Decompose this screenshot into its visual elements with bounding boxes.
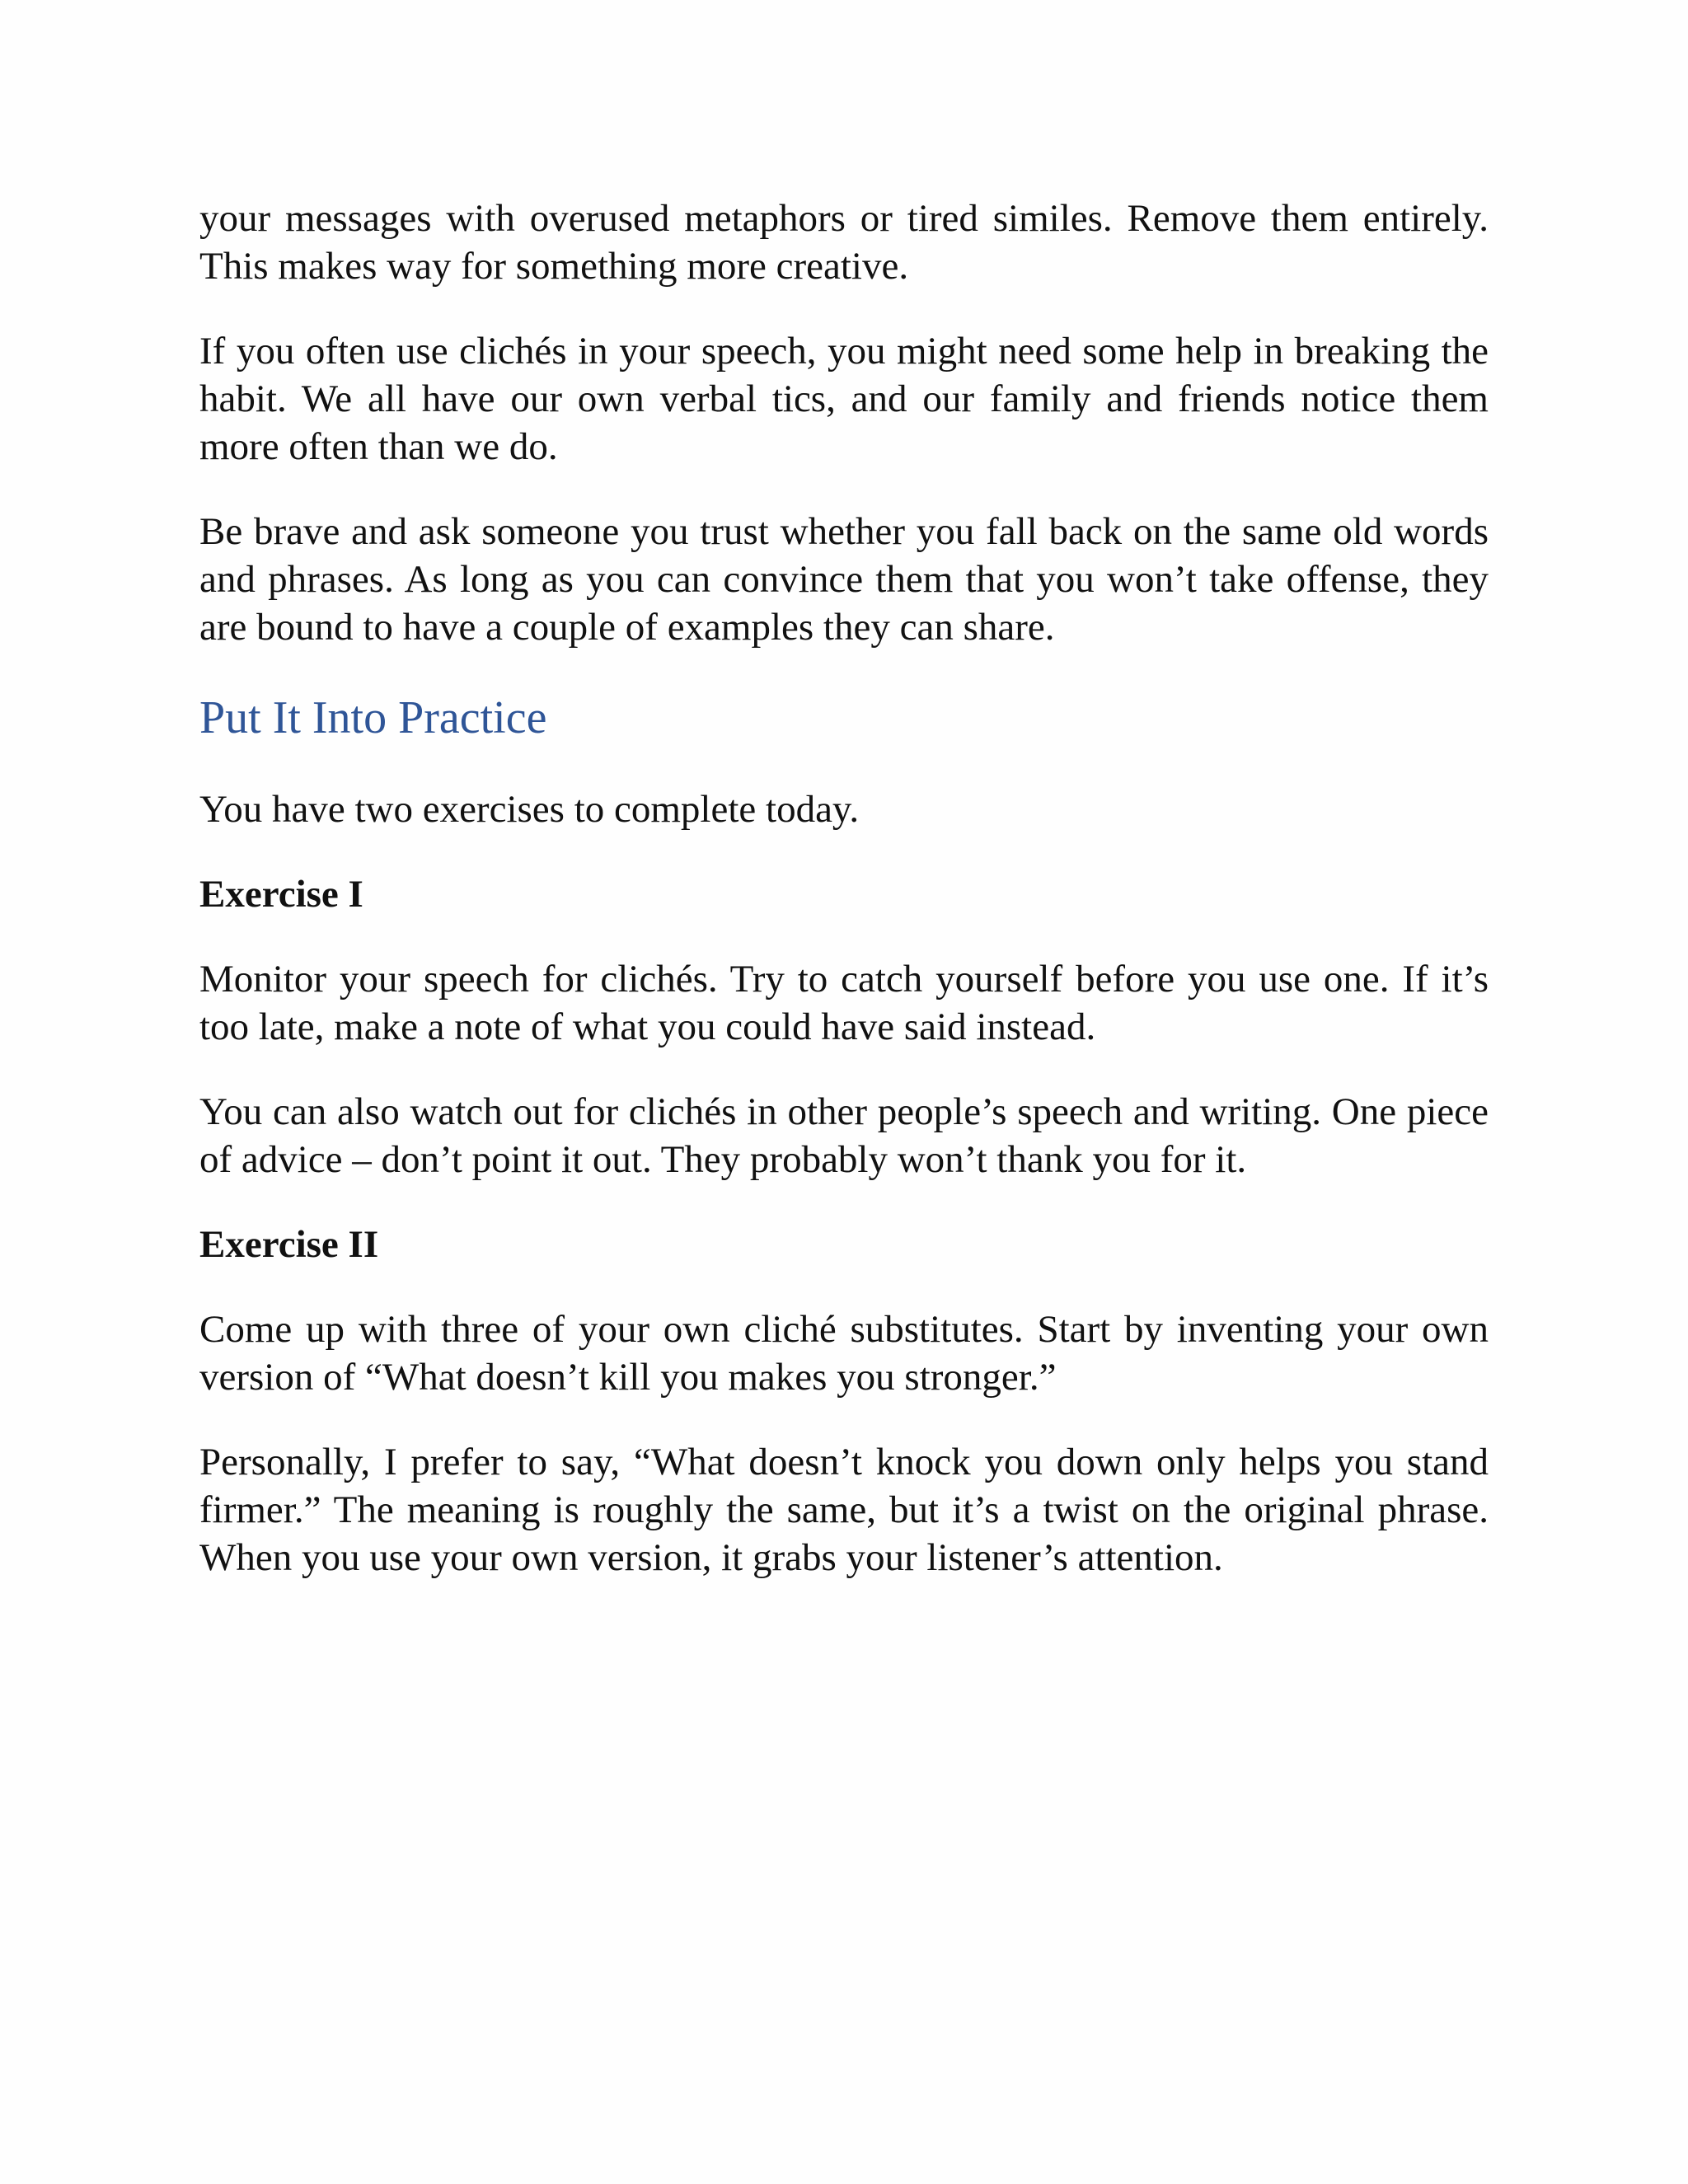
- exercise-2-paragraph: Personally, I prefer to say, “What doesn’t knock you down only helps you stand firmer.” The meaning is roughly the same, but it’s a twist on the original phrase. When you use your own version, it grabs your listener’s attention.: [199, 1441, 1489, 1579]
- intro-paragraph: You have two exercises to complete today.: [199, 788, 860, 831]
- paragraph-verbal-tics: If you often use clichés in your speech, you might need some help in breaking the habit. We all have our own verbal tics, and our family and friends notice them more often than we do.: [199, 330, 1489, 468]
- exercise-2-paragraph: Come up with three of your own cliché substitutes. Start by inventing your own version of “What doesn’t kill you makes you stronger.”: [199, 1308, 1489, 1399]
- exercise-1-paragraph: Monitor your speech for clichés. Try to catch yourself before you use one. If it’s too late, make a note of what you could have said instead.: [199, 958, 1489, 1048]
- paragraph-ask-someone: Be brave and ask someone you trust whether you fall back on the same old words and phrases. As long as you can convince them that you won’t take offense, they are bound to have a couple of examples they can share.: [199, 510, 1489, 649]
- document-body: [199, 194, 1489, 1619]
- exercise-1-title: Exercise I: [199, 873, 363, 916]
- paragraph-cliche-removal: your messages with overused metaphors or tired similes. Remove them entirely. This makes way for something more creative.: [199, 197, 1489, 288]
- exercise-2-title: Exercise II: [199, 1223, 379, 1266]
- exercise-1-paragraph: You can also watch out for clichés in other people’s speech and writing. One piece of advice – don’t point it out. They probably won’t thank you for it.: [199, 1090, 1489, 1181]
- section-heading: Put It Into Practice: [199, 692, 547, 743]
